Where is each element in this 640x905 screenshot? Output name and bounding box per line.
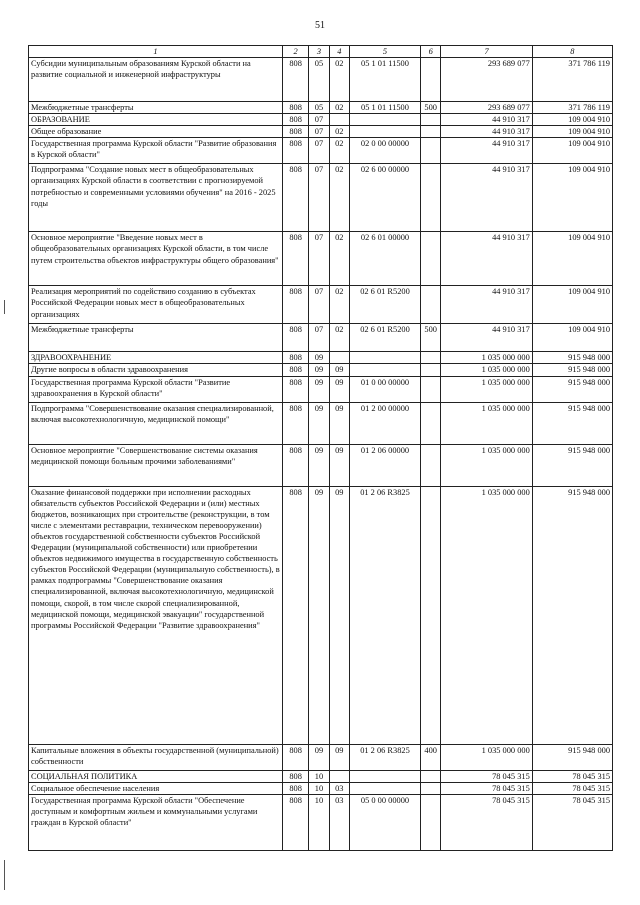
section-code: 07 bbox=[309, 126, 329, 138]
section-code: 05 bbox=[309, 102, 329, 114]
amount-year-1: 44 910 317 bbox=[441, 164, 532, 232]
amount-year-2: 915 948 000 bbox=[532, 486, 612, 744]
expense-type-code: 500 bbox=[421, 102, 441, 114]
target-article-code: 05 1 01 11500 bbox=[349, 58, 420, 102]
section-code: 07 bbox=[309, 286, 329, 324]
amount-year-1: 44 910 317 bbox=[441, 126, 532, 138]
subsection-code: 09 bbox=[329, 376, 349, 402]
subsection-code: 09 bbox=[329, 444, 349, 486]
section-code: 07 bbox=[309, 164, 329, 232]
subsection-code: 09 bbox=[329, 744, 349, 770]
column-header-2: 2 bbox=[282, 46, 308, 58]
target-article-code: 02 6 00 00000 bbox=[349, 164, 420, 232]
subsection-code: 02 bbox=[329, 164, 349, 232]
table-row bbox=[29, 114, 613, 126]
amount-year-2: 109 004 910 bbox=[532, 164, 612, 232]
amount-year-1: 78 045 315 bbox=[441, 794, 532, 850]
subsection-code: 09 bbox=[329, 486, 349, 744]
amount-year-1: 1 035 000 000 bbox=[441, 744, 532, 770]
expense-type-code bbox=[421, 114, 441, 126]
target-article-code: 01 2 06 R3825 bbox=[349, 486, 420, 744]
subsection-code bbox=[329, 352, 349, 364]
section-code: 09 bbox=[309, 352, 329, 364]
row-name: ОБРАЗОВАНИЕ bbox=[29, 114, 283, 126]
subsection-code: 09 bbox=[329, 402, 349, 444]
ministry-code: 808 bbox=[282, 102, 308, 114]
subsection-code: 02 bbox=[329, 102, 349, 114]
section-code: 07 bbox=[309, 138, 329, 164]
amount-year-2: 78 045 315 bbox=[532, 782, 612, 794]
table-row bbox=[29, 376, 613, 402]
row-name: Общее образование bbox=[29, 126, 283, 138]
ministry-code: 808 bbox=[282, 782, 308, 794]
expense-type-code bbox=[421, 164, 441, 232]
section-code: 10 bbox=[309, 782, 329, 794]
table-row bbox=[29, 794, 613, 850]
section-code: 09 bbox=[309, 486, 329, 744]
amount-year-2: 915 948 000 bbox=[532, 744, 612, 770]
target-article-code bbox=[349, 126, 420, 138]
amount-year-1: 44 910 317 bbox=[441, 138, 532, 164]
expense-type-code bbox=[421, 138, 441, 164]
amount-year-1: 293 689 077 bbox=[441, 102, 532, 114]
section-code: 07 bbox=[309, 232, 329, 286]
expense-type-code: 400 bbox=[421, 744, 441, 770]
ministry-code: 808 bbox=[282, 744, 308, 770]
amount-year-2: 915 948 000 bbox=[532, 444, 612, 486]
expense-type-code bbox=[421, 770, 441, 782]
expense-type-code bbox=[421, 364, 441, 376]
table-row bbox=[29, 324, 613, 352]
ministry-code: 808 bbox=[282, 164, 308, 232]
column-header-5: 5 bbox=[349, 46, 420, 58]
row-name: Основное мероприятие "Совершенствование системы оказания медицинской помощи больным прочими заболеваниями" bbox=[29, 444, 283, 486]
row-name: Подпрограмма "Совершенствование оказания специализированной, включая высокотехнологичную, медицинской помощи" bbox=[29, 402, 283, 444]
target-article-code bbox=[349, 782, 420, 794]
target-article-code: 02 6 01 R5200 bbox=[349, 286, 420, 324]
section-code: 10 bbox=[309, 770, 329, 782]
table-header-row bbox=[29, 46, 613, 58]
scan-edge-line bbox=[4, 300, 5, 314]
subsection-code: 02 bbox=[329, 126, 349, 138]
budget-table bbox=[28, 45, 613, 851]
row-name: Государственная программа Курской области "Обеспечение доступным и комфортным жильем и коммунальными услугами граждан в Курской области" bbox=[29, 794, 283, 850]
ministry-code: 808 bbox=[282, 286, 308, 324]
row-name: Межбюджетные трансферты bbox=[29, 324, 283, 352]
target-article-code bbox=[349, 352, 420, 364]
subsection-code: 03 bbox=[329, 794, 349, 850]
amount-year-1: 1 035 000 000 bbox=[441, 444, 532, 486]
section-code: 09 bbox=[309, 744, 329, 770]
expense-type-code bbox=[421, 126, 441, 138]
row-name: Субсидии муниципальным образованиям Курской области на развитие социальной и инженерной инфраструктуры bbox=[29, 58, 283, 102]
amount-year-1: 293 689 077 bbox=[441, 58, 532, 102]
ministry-code: 808 bbox=[282, 324, 308, 352]
table-row bbox=[29, 286, 613, 324]
row-name: Капитальные вложения в объекты государственной (муниципальной) собственности bbox=[29, 744, 283, 770]
row-name: Другие вопросы в области здравоохранения bbox=[29, 364, 283, 376]
amount-year-1: 44 910 317 bbox=[441, 286, 532, 324]
row-name: Социальное обеспечение населения bbox=[29, 782, 283, 794]
expense-type-code: 500 bbox=[421, 324, 441, 352]
target-article-code: 05 1 01 11500 bbox=[349, 102, 420, 114]
row-name: Подпрограмма "Создание новых мест в общеобразовательных организациях Курской области в соответствии с прогнозируемой потребностью и современными условиями обучения" на 2016 - 2025 годы bbox=[29, 164, 283, 232]
ministry-code: 808 bbox=[282, 364, 308, 376]
ministry-code: 808 bbox=[282, 402, 308, 444]
table-row bbox=[29, 164, 613, 232]
target-article-code: 01 2 00 00000 bbox=[349, 402, 420, 444]
row-name: Государственная программа Курской области "Развитие образования в Курской области" bbox=[29, 138, 283, 164]
table-row bbox=[29, 352, 613, 364]
target-article-code: 02 6 01 R5200 bbox=[349, 324, 420, 352]
column-header-1: 1 bbox=[29, 46, 283, 58]
amount-year-2: 109 004 910 bbox=[532, 126, 612, 138]
table-row bbox=[29, 744, 613, 770]
column-header-8: 8 bbox=[532, 46, 612, 58]
ministry-code: 808 bbox=[282, 486, 308, 744]
target-article-code: 02 0 00 00000 bbox=[349, 138, 420, 164]
target-article-code bbox=[349, 114, 420, 126]
expense-type-code bbox=[421, 794, 441, 850]
section-code: 05 bbox=[309, 58, 329, 102]
row-name: ЗДРАВООХРАНЕНИЕ bbox=[29, 352, 283, 364]
amount-year-2: 915 948 000 bbox=[532, 376, 612, 402]
scan-edge-line bbox=[4, 860, 5, 890]
ministry-code: 808 bbox=[282, 794, 308, 850]
amount-year-1: 44 910 317 bbox=[441, 232, 532, 286]
expense-type-code bbox=[421, 782, 441, 794]
table-row bbox=[29, 486, 613, 744]
expense-type-code bbox=[421, 486, 441, 744]
section-code: 09 bbox=[309, 376, 329, 402]
amount-year-1: 1 035 000 000 bbox=[441, 402, 532, 444]
table-row bbox=[29, 102, 613, 114]
amount-year-1: 44 910 317 bbox=[441, 324, 532, 352]
subsection-code: 02 bbox=[329, 232, 349, 286]
subsection-code bbox=[329, 770, 349, 782]
expense-type-code bbox=[421, 352, 441, 364]
column-header-4: 4 bbox=[329, 46, 349, 58]
subsection-code: 02 bbox=[329, 286, 349, 324]
section-code: 07 bbox=[309, 114, 329, 126]
table-row bbox=[29, 138, 613, 164]
ministry-code: 808 bbox=[282, 352, 308, 364]
target-article-code bbox=[349, 364, 420, 376]
amount-year-1: 1 035 000 000 bbox=[441, 352, 532, 364]
row-name: Основное мероприятие "Введение новых мест в общеобразовательных организациях Курской области, в том числе путем строительства объектов инфраструктуры общего образования" bbox=[29, 232, 283, 286]
target-article-code: 01 2 06 R3825 bbox=[349, 744, 420, 770]
page-number: 51 bbox=[315, 20, 325, 31]
ministry-code: 808 bbox=[282, 232, 308, 286]
row-name: Межбюджетные трансферты bbox=[29, 102, 283, 114]
target-article-code: 02 6 01 00000 bbox=[349, 232, 420, 286]
row-name: СОЦИАЛЬНАЯ ПОЛИТИКА bbox=[29, 770, 283, 782]
target-article-code bbox=[349, 770, 420, 782]
row-name: Оказание финансовой поддержки при исполнении расходных обязательств субъектов Российской Федерации и (или) местных бюджетов, возникающих при строительстве (реконструкции, в том числе с элементами реставрации, техническом перевооружении) объектов государственной собственности субъектов Российской Федерации (муниципальной собственности) или приобретении объектов недвижимого имущества в государственную собственность субъектов Российской Федерации (муниципальную собственность), в рамках подпрограммы "Совершенствование оказания специализированной, включая высокотехнологичную, медицинской помощи, скорой, в том числе скорой специализированной, медицинской помощи, медицинской эвакуации" государственной программы Российской Федерации "Развитие здравоохранения" bbox=[29, 486, 283, 744]
column-header-3: 3 bbox=[309, 46, 329, 58]
table-row bbox=[29, 364, 613, 376]
amount-year-1: 1 035 000 000 bbox=[441, 376, 532, 402]
ministry-code: 808 bbox=[282, 770, 308, 782]
expense-type-code bbox=[421, 376, 441, 402]
subsection-code: 02 bbox=[329, 324, 349, 352]
amount-year-1: 78 045 315 bbox=[441, 782, 532, 794]
amount-year-2: 78 045 315 bbox=[532, 770, 612, 782]
table-row bbox=[29, 444, 613, 486]
amount-year-2: 371 786 119 bbox=[532, 58, 612, 102]
section-code: 07 bbox=[309, 324, 329, 352]
amount-year-1: 78 045 315 bbox=[441, 770, 532, 782]
expense-type-code bbox=[421, 402, 441, 444]
amount-year-2: 109 004 910 bbox=[532, 324, 612, 352]
expense-type-code bbox=[421, 444, 441, 486]
target-article-code: 05 0 00 00000 bbox=[349, 794, 420, 850]
ministry-code: 808 bbox=[282, 114, 308, 126]
table-row bbox=[29, 126, 613, 138]
target-article-code: 01 0 00 00000 bbox=[349, 376, 420, 402]
row-name: Реализация мероприятий по содействию созданию в субъектах Российской Федерации новых мест в общеобразовательных организациях bbox=[29, 286, 283, 324]
table-row bbox=[29, 58, 613, 102]
amount-year-2: 915 948 000 bbox=[532, 402, 612, 444]
subsection-code: 02 bbox=[329, 138, 349, 164]
subsection-code: 03 bbox=[329, 782, 349, 794]
expense-type-code bbox=[421, 286, 441, 324]
ministry-code: 808 bbox=[282, 58, 308, 102]
amount-year-2: 78 045 315 bbox=[532, 794, 612, 850]
column-header-6: 6 bbox=[421, 46, 441, 58]
amount-year-2: 109 004 910 bbox=[532, 286, 612, 324]
expense-type-code bbox=[421, 232, 441, 286]
section-code: 09 bbox=[309, 364, 329, 376]
amount-year-1: 1 035 000 000 bbox=[441, 364, 532, 376]
amount-year-2: 915 948 000 bbox=[532, 364, 612, 376]
amount-year-2: 915 948 000 bbox=[532, 352, 612, 364]
table-row bbox=[29, 232, 613, 286]
row-name: Государственная программа Курской области "Развитие здравоохранения в Курской области" bbox=[29, 376, 283, 402]
table-row bbox=[29, 782, 613, 794]
ministry-code: 808 bbox=[282, 126, 308, 138]
ministry-code: 808 bbox=[282, 376, 308, 402]
table-row bbox=[29, 402, 613, 444]
amount-year-2: 109 004 910 bbox=[532, 138, 612, 164]
target-article-code: 01 2 06 00000 bbox=[349, 444, 420, 486]
amount-year-2: 109 004 910 bbox=[532, 114, 612, 126]
subsection-code bbox=[329, 114, 349, 126]
amount-year-1: 1 035 000 000 bbox=[441, 486, 532, 744]
expense-type-code bbox=[421, 58, 441, 102]
section-code: 09 bbox=[309, 444, 329, 486]
section-code: 09 bbox=[309, 402, 329, 444]
subsection-code: 02 bbox=[329, 58, 349, 102]
ministry-code: 808 bbox=[282, 444, 308, 486]
subsection-code: 09 bbox=[329, 364, 349, 376]
amount-year-2: 109 004 910 bbox=[532, 232, 612, 286]
amount-year-1: 44 910 317 bbox=[441, 114, 532, 126]
table-row bbox=[29, 770, 613, 782]
amount-year-2: 371 786 119 bbox=[532, 102, 612, 114]
column-header-7: 7 bbox=[441, 46, 532, 58]
ministry-code: 808 bbox=[282, 138, 308, 164]
section-code: 10 bbox=[309, 794, 329, 850]
